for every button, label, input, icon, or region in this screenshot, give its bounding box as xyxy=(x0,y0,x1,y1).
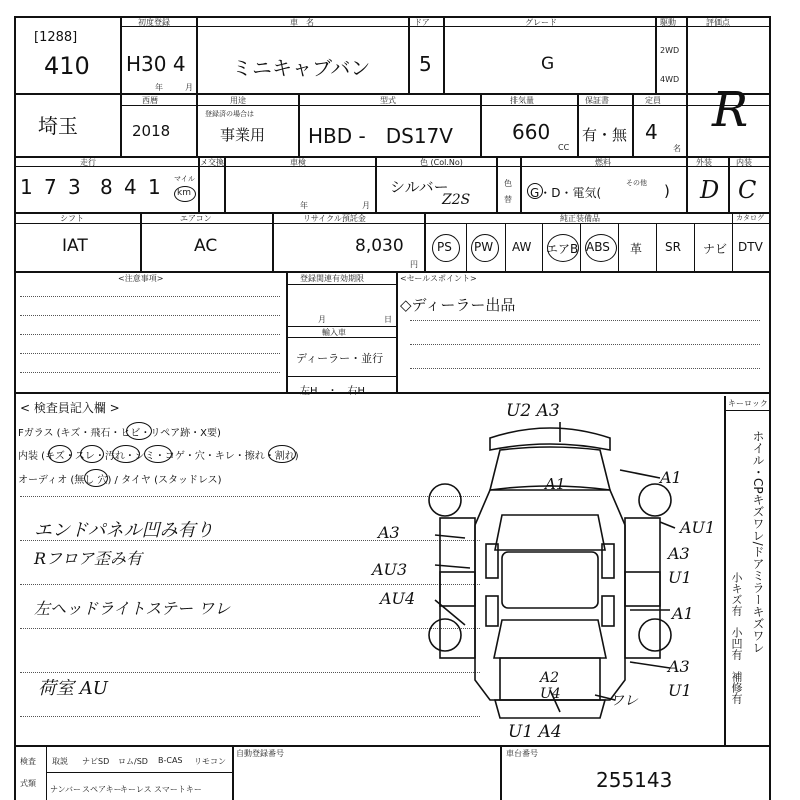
sales-point-label: <セールスポイント> xyxy=(400,274,477,283)
border-top xyxy=(14,16,770,18)
doors-label: ドア xyxy=(414,18,430,27)
mileage-digit: 8 xyxy=(100,175,113,199)
western-year-value: 2018 xyxy=(132,122,171,140)
right-side-front xyxy=(625,518,660,606)
col-divider xyxy=(224,156,226,213)
col-divider xyxy=(655,16,657,94)
wheel-rear-left xyxy=(429,619,461,651)
fuel-close: ) xyxy=(664,182,670,200)
model-value: HBD - DS17V xyxy=(308,124,453,148)
score-value: R xyxy=(712,82,749,138)
rear-bumper xyxy=(495,700,605,718)
exterior-value: D xyxy=(700,176,720,204)
col-divider xyxy=(120,16,122,94)
lot-number: [1288] xyxy=(34,30,78,45)
interior-label: 内装 xyxy=(736,158,752,167)
col-divider xyxy=(618,223,619,272)
dotted-line xyxy=(20,372,280,373)
right-mirror xyxy=(602,544,614,578)
color-change-top: 色 xyxy=(504,179,512,188)
col-divider xyxy=(396,271,398,393)
color-value: シルバー xyxy=(390,178,449,196)
dotted-line xyxy=(20,672,480,673)
side-note-damage: ホイル・CPキズワレ/ドアミラーキズワレ xyxy=(751,430,765,654)
purpose-note: 登録済の場合は xyxy=(205,110,254,118)
row-divider xyxy=(286,284,396,285)
model-label: 型式 xyxy=(380,96,396,105)
yen-unit: 円 xyxy=(410,260,418,269)
col-divider xyxy=(732,212,733,272)
reg-deadline-label: 登録関連有効期限 xyxy=(300,274,364,283)
col-divider xyxy=(196,93,198,156)
footer-item: リモコン xyxy=(194,757,226,766)
col-divider xyxy=(496,156,498,213)
chassis-label: 車台番号 xyxy=(506,749,538,758)
inspection-label: 車検 xyxy=(290,158,306,167)
damage-mark-right-a3: A3 xyxy=(668,544,690,563)
inspection-line-glass: Fガラス (キズ・飛石・ヒビ・リペア跡・X要) xyxy=(18,428,221,439)
purpose-label: 用途 xyxy=(230,96,246,105)
grade-value: G xyxy=(541,54,555,74)
col-divider xyxy=(466,223,467,272)
damage-mark-rear: U1 A4 xyxy=(508,722,562,742)
footer-item: ロム/SD xyxy=(118,757,148,766)
dotted-line xyxy=(20,353,280,354)
displacement-label: 排気量 xyxy=(510,96,534,105)
dotted-line xyxy=(20,334,280,335)
auction-lot-number: 410 xyxy=(44,52,90,80)
row-divider xyxy=(14,156,770,158)
col-divider xyxy=(286,271,288,393)
dotted-line xyxy=(410,368,760,369)
row-divider xyxy=(46,772,232,773)
fuel-value: G・D・電気( xyxy=(530,186,602,200)
drive-2wd: 2WD xyxy=(660,46,680,55)
label-strip xyxy=(14,166,770,167)
color-code: Z2S xyxy=(442,192,471,208)
equipment-label: 純正装備品 xyxy=(560,214,600,223)
left-handle xyxy=(486,596,498,626)
fuel-other-label: その他 xyxy=(626,179,647,187)
footer-item: ナンバー xyxy=(50,785,82,794)
shift-label: シフト xyxy=(60,214,84,223)
exterior-label: 外装 xyxy=(696,158,712,167)
damage-mark-back-a2: A2 xyxy=(540,670,560,686)
col-divider xyxy=(656,223,657,272)
footer-item: スペアキー xyxy=(82,785,122,794)
registration-number-label: 自動登録番号 xyxy=(236,749,284,758)
mark-circle xyxy=(268,445,296,463)
person-unit: 名 xyxy=(673,144,681,153)
col-divider xyxy=(298,93,300,156)
col-divider xyxy=(500,745,502,800)
mileage-digit: 4 xyxy=(124,175,137,199)
attention-label: <注意事項> xyxy=(118,274,164,283)
catalog-label: カタログ xyxy=(736,214,764,222)
col-divider xyxy=(424,212,426,272)
row-divider xyxy=(14,212,770,214)
dotted-line xyxy=(20,584,480,585)
dotted-line xyxy=(410,320,760,321)
damage-mark-right-au1: AU1 xyxy=(680,518,716,537)
mileage-digit: 7 xyxy=(44,175,57,199)
recycle-value: 8,030 xyxy=(355,236,404,256)
capacity-label: 定員 xyxy=(645,96,661,105)
row-divider xyxy=(286,376,396,377)
warranty-value: 有・無 xyxy=(582,126,628,144)
pointer xyxy=(630,662,670,668)
keyless-label: キーロック xyxy=(728,399,768,408)
col-divider xyxy=(272,212,274,272)
col-divider xyxy=(694,223,695,272)
right-handle xyxy=(602,596,614,626)
side-note-repair: 小キズ有 小凹有 補修有 xyxy=(730,572,743,704)
footer-item: キーレス xyxy=(120,785,152,794)
equipment-dtv: DTV xyxy=(738,240,763,254)
equipment-aw: AW xyxy=(512,240,532,254)
damage-mark-back-crack: ワレ xyxy=(610,693,638,709)
footer-label-2: 式類 xyxy=(20,779,36,788)
car-body xyxy=(475,490,625,700)
row-divider xyxy=(14,745,770,747)
dotted-line xyxy=(20,315,280,316)
col-divider xyxy=(577,93,579,156)
inspection-line-audio: オーディオ (無し 穴) / タイヤ (スタッドレス) xyxy=(18,475,222,486)
damage-mark-hood: A1 xyxy=(545,475,566,493)
mileage-unit-mile: マイル xyxy=(174,175,195,183)
car-name-value: ミニキャブバン xyxy=(232,56,371,80)
equipment-pw: PW xyxy=(474,240,494,254)
first-registration-value: H30 4 xyxy=(126,52,186,76)
handwritten-note-4: 荷室 AU xyxy=(38,678,108,699)
equipment-leather: 革 xyxy=(630,242,643,256)
equipment-abs: ABS xyxy=(586,240,610,254)
pointer xyxy=(620,470,660,478)
mark-circle xyxy=(48,445,72,463)
inspection-year: 年 xyxy=(300,201,308,210)
pointer xyxy=(660,522,675,528)
wheel-front-right xyxy=(639,484,671,516)
col-divider xyxy=(632,93,634,156)
border-right xyxy=(769,16,771,800)
col-divider xyxy=(375,156,377,213)
col-divider xyxy=(686,16,688,156)
reg-day: 日 xyxy=(384,315,392,324)
displacement-value: 660 xyxy=(512,120,551,144)
dotted-line xyxy=(20,716,480,717)
damage-mark-left-a3: A3 xyxy=(378,523,400,542)
wheel-rear-right xyxy=(639,619,671,651)
handwritten-note-3: 左ヘッドライトステー ワレ xyxy=(34,599,231,618)
shift-value: IAT xyxy=(62,236,88,256)
car-name-label: 車 名 xyxy=(290,18,314,27)
aircon-label: エアコン xyxy=(180,214,212,223)
mileage-digit: 3 xyxy=(68,175,81,199)
footer-item: 取説 xyxy=(52,757,68,766)
damage-mark-back-u4: U4 xyxy=(540,686,561,702)
meter-change-label: メ交換 xyxy=(200,158,224,167)
col-divider xyxy=(520,156,522,213)
inspection-line-interior: 内装 (キズ・スレ・汚れ・シミ・コゲ・穴・キレ・擦れ・割れ) xyxy=(18,451,299,462)
mileage-label: 走行 xyxy=(80,158,96,167)
mark-circle xyxy=(144,445,172,463)
import-label: 輸入車 xyxy=(322,328,346,337)
cc-unit: CC xyxy=(558,143,570,152)
rear-glass xyxy=(494,620,606,658)
col-divider xyxy=(140,212,142,272)
doors-value: 5 xyxy=(419,52,432,76)
dotted-line xyxy=(20,496,480,497)
mileage-digit: 1 xyxy=(148,175,161,199)
color-label: 色 (Col.No) xyxy=(420,158,463,167)
year-unit: 年 xyxy=(155,83,163,92)
damage-mark-left-au4: AU4 xyxy=(380,589,416,608)
col-divider xyxy=(505,223,506,272)
region: 埼玉 xyxy=(38,114,78,138)
roof xyxy=(502,552,598,608)
chassis-number: 255143 xyxy=(596,768,673,792)
left-mirror xyxy=(486,544,498,578)
col-divider xyxy=(542,223,543,272)
import-value: ディーラー・並行 xyxy=(296,352,384,365)
interior-value: C xyxy=(738,176,757,204)
damage-mark-rear-right-u1: U1 xyxy=(668,681,692,700)
inspection-month: 月 xyxy=(362,201,370,210)
reg-month: 月 xyxy=(318,315,326,324)
mark-circle xyxy=(84,469,108,487)
wheel-front-left xyxy=(429,484,461,516)
border-left xyxy=(14,16,16,800)
footer-item: ナビSD xyxy=(82,757,110,766)
damage-mark-rear-right-a3: A3 xyxy=(668,657,690,676)
footer-label: 検査 xyxy=(20,757,36,766)
mileage-digit: 1 xyxy=(20,175,33,199)
recycle-label: リサイクル預託金 xyxy=(303,214,366,223)
damage-mark-front-right: A1 xyxy=(660,468,682,487)
footer-item: スマートキー xyxy=(154,785,202,794)
damage-mark-front: U2 A3 xyxy=(506,401,560,421)
left-side-front xyxy=(440,518,475,606)
sales-point-value: ◇ディーラー出品 xyxy=(400,296,516,314)
inspection-title: < 検査員記入欄 > xyxy=(20,401,120,415)
row-divider xyxy=(724,410,770,411)
col-divider xyxy=(196,16,198,94)
dotted-line xyxy=(410,344,760,345)
col-divider xyxy=(443,16,445,94)
drive-4wd: 4WD xyxy=(660,75,680,84)
row-divider xyxy=(14,392,770,394)
handwritten-note-1: エンドパネル凹み有り xyxy=(34,520,214,541)
grade-label: グレード xyxy=(525,18,557,27)
capacity-value: 4 xyxy=(645,120,658,144)
mark-circle xyxy=(80,445,104,463)
mileage-unit-km: km xyxy=(177,188,191,198)
mark-circle xyxy=(112,445,140,463)
color-change-bottom: 替 xyxy=(504,195,512,204)
damage-mark-left-au3: AU3 xyxy=(372,560,408,579)
col-divider xyxy=(232,745,234,800)
warranty-label: 保証書 xyxy=(585,96,609,105)
col-divider xyxy=(686,156,688,213)
equipment-ps: PS xyxy=(437,240,452,254)
label-strip xyxy=(120,105,770,106)
handle-value: 左H ・ 右H xyxy=(300,386,366,397)
equipment-airbag: エアB xyxy=(546,242,579,256)
equipment-navi: ナビ xyxy=(703,242,728,256)
first-registration-label: 初度登録 xyxy=(138,18,170,27)
equipment-sr: SR xyxy=(665,240,681,254)
col-divider xyxy=(408,16,410,94)
damage-mark-rear-right-a1: A1 xyxy=(672,604,694,623)
drive-label: 駆動 xyxy=(660,18,676,27)
col-divider xyxy=(480,93,482,156)
handwritten-note-2: Rフロア歪み有 xyxy=(34,549,143,568)
windshield xyxy=(495,515,605,550)
score-label: 評価点 xyxy=(706,18,730,27)
col-divider xyxy=(580,223,581,272)
mark-circle xyxy=(126,422,152,440)
col-divider xyxy=(724,396,726,746)
western-year-label: 西暦 xyxy=(142,96,158,105)
purpose-value: 事業用 xyxy=(220,126,266,144)
fuel-label: 燃料 xyxy=(595,158,611,167)
footer-item: B-CAS xyxy=(158,756,183,765)
aircon-value: AC xyxy=(194,236,218,256)
dotted-line xyxy=(20,628,480,629)
month-unit: 月 xyxy=(185,83,193,92)
dotted-line xyxy=(20,296,280,297)
damage-mark-right-u1: U1 xyxy=(668,568,692,587)
col-divider xyxy=(120,93,122,156)
col-divider xyxy=(728,156,730,213)
